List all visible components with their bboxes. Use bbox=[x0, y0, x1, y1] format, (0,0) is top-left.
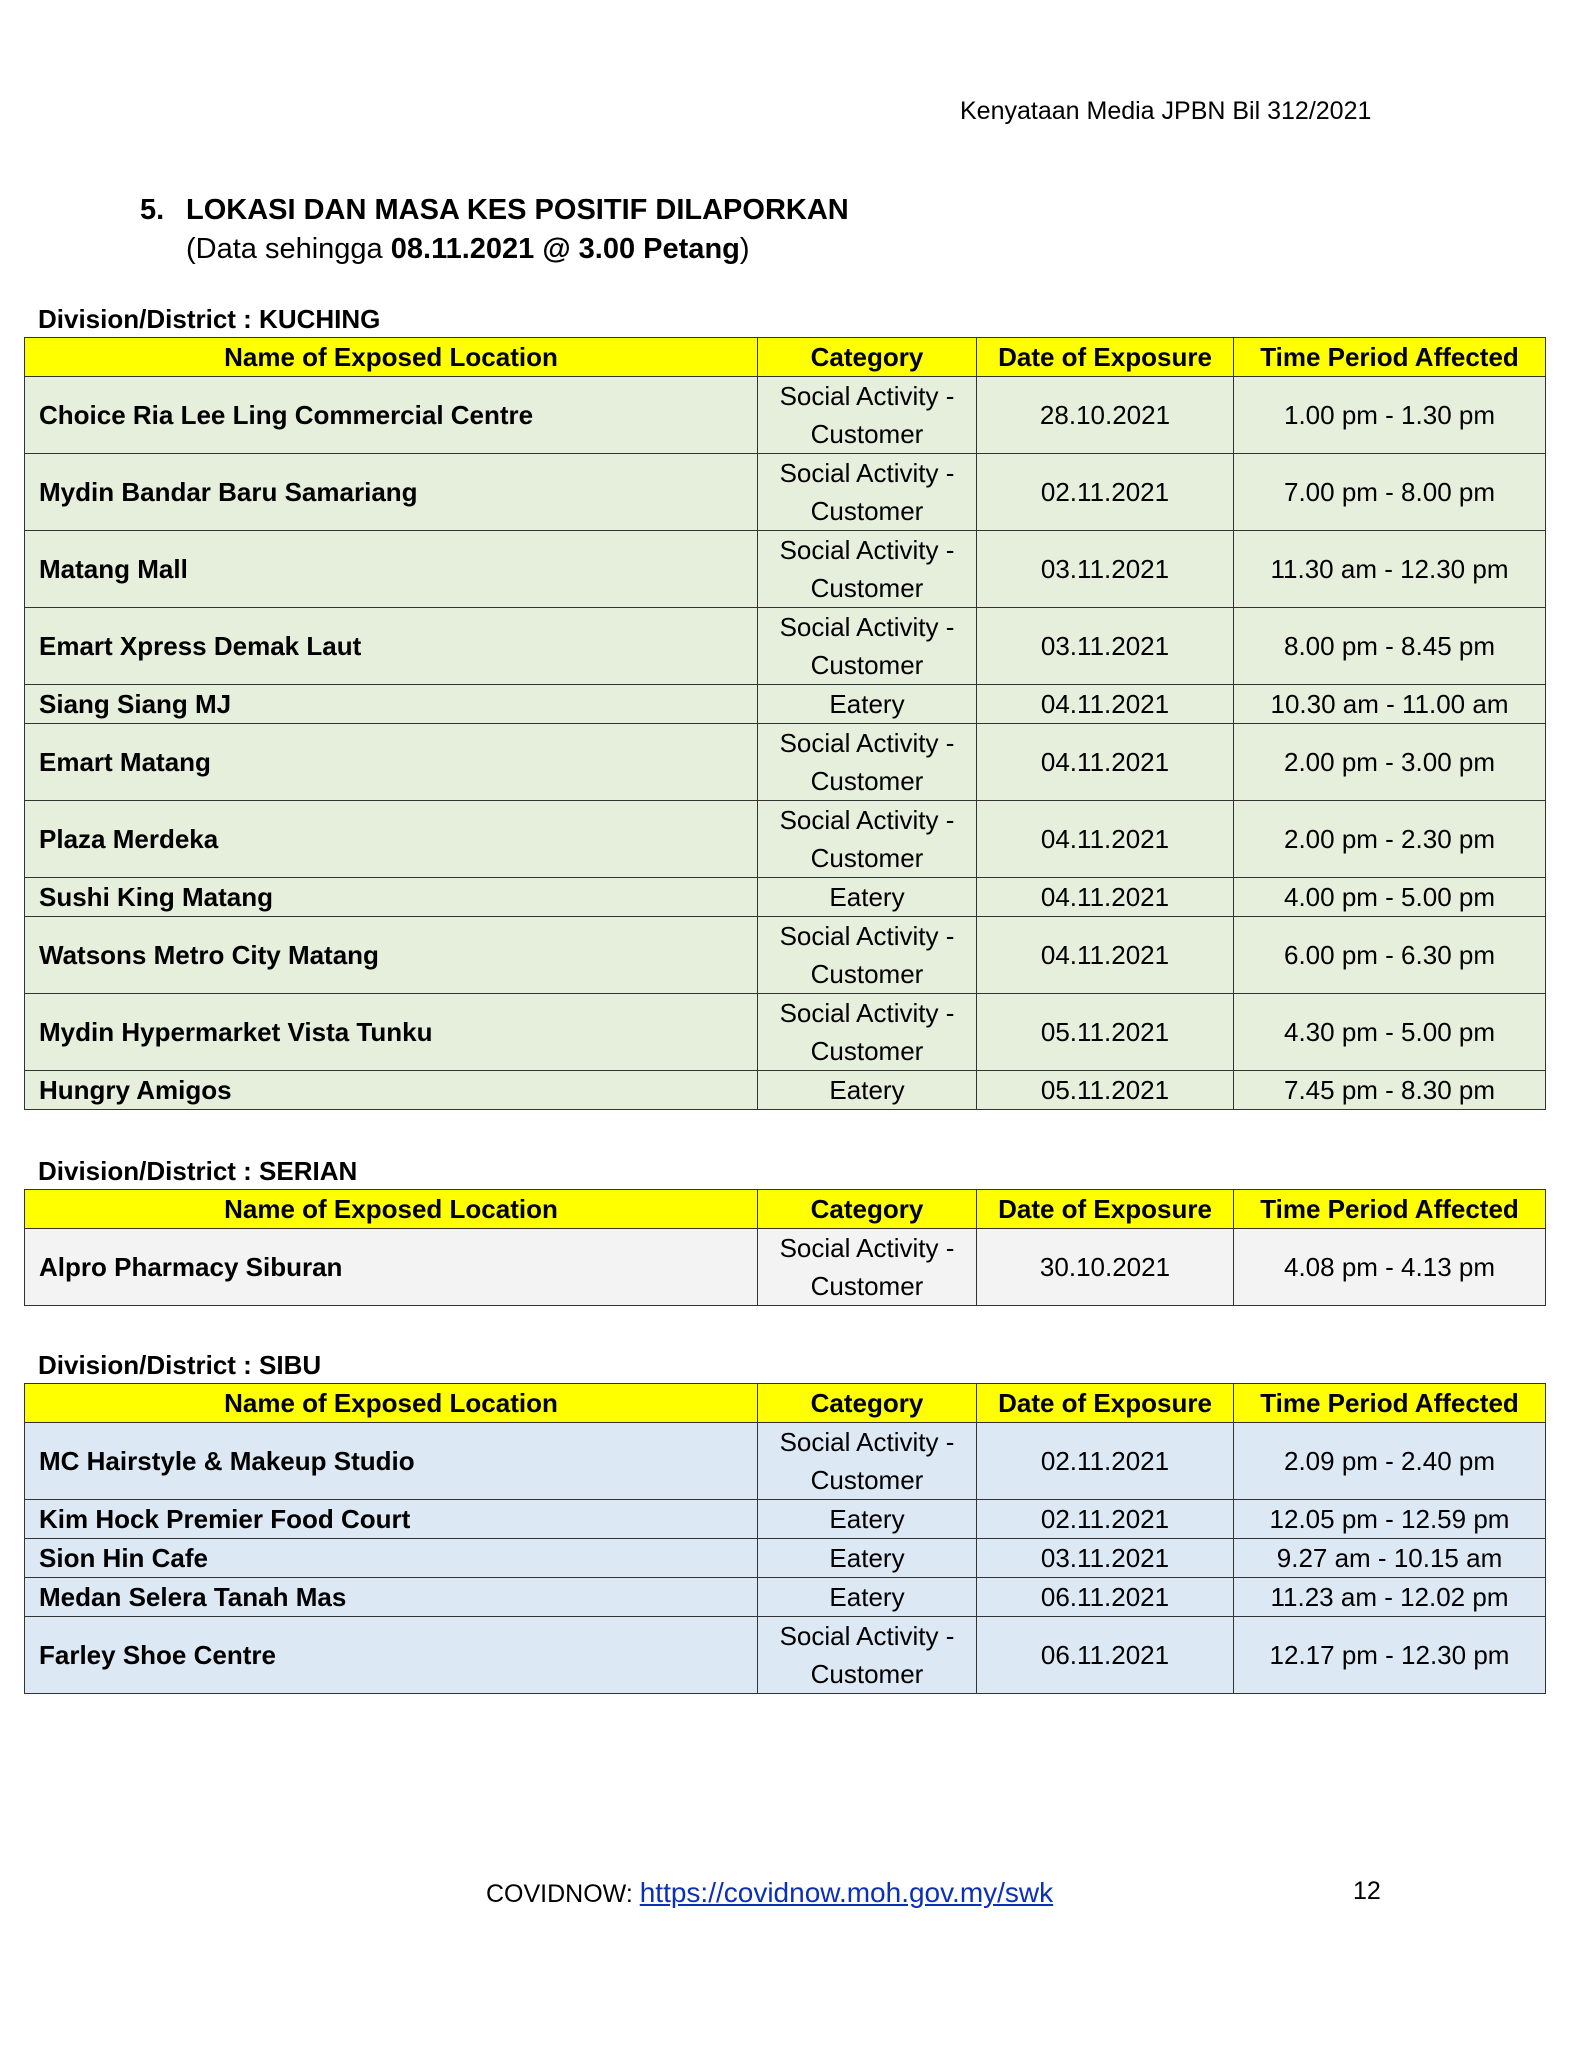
date-cell: 30.10.2021 bbox=[977, 1229, 1234, 1306]
time-cell: 2.00 pm - 3.00 pm bbox=[1234, 724, 1546, 801]
date-cell: 04.11.2021 bbox=[977, 685, 1234, 724]
district-label: Division/District : SERIAN bbox=[38, 1156, 358, 1186]
time-cell: 12.05 pm - 12.59 pm bbox=[1234, 1500, 1546, 1539]
category-cell: Eatery bbox=[758, 1071, 977, 1110]
col-header-location: Name of Exposed Location bbox=[25, 1190, 758, 1229]
category-cell: Social Activity - Customer bbox=[758, 1229, 977, 1306]
exposure-table-kuching bbox=[24, 337, 1546, 1110]
location-cell: Sion Hin Cafe bbox=[25, 1539, 758, 1578]
category-cell: Social Activity - Customer bbox=[758, 994, 977, 1071]
time-cell: 1.00 pm - 1.30 pm bbox=[1234, 377, 1546, 454]
location-cell: Kim Hock Premier Food Court bbox=[25, 1500, 758, 1539]
location-cell: Choice Ria Lee Ling Commercial Centre bbox=[25, 377, 758, 454]
table-row bbox=[25, 878, 1546, 917]
table-row bbox=[25, 994, 1546, 1071]
table-row bbox=[25, 1423, 1546, 1500]
date-cell: 04.11.2021 bbox=[977, 917, 1234, 994]
time-cell: 11.30 am - 12.30 pm bbox=[1234, 531, 1546, 608]
table-row bbox=[25, 454, 1546, 531]
location-cell: Mydin Bandar Baru Samariang bbox=[25, 454, 758, 531]
data-as-of-prefix: (Data sehingga bbox=[186, 233, 391, 265]
footer bbox=[486, 1877, 1053, 1909]
table-row bbox=[25, 724, 1546, 801]
date-cell: 04.11.2021 bbox=[977, 878, 1234, 917]
time-cell: 11.23 am - 12.02 pm bbox=[1234, 1578, 1546, 1617]
date-cell: 03.11.2021 bbox=[977, 608, 1234, 685]
location-cell: Matang Mall bbox=[25, 531, 758, 608]
category-cell: Eatery bbox=[758, 1578, 977, 1617]
category-cell: Eatery bbox=[758, 1539, 977, 1578]
time-cell: 4.30 pm - 5.00 pm bbox=[1234, 994, 1546, 1071]
section-heading bbox=[140, 194, 849, 227]
table-row bbox=[25, 801, 1546, 878]
table-row bbox=[25, 1229, 1546, 1306]
col-header-location: Name of Exposed Location bbox=[25, 338, 758, 377]
category-cell: Social Activity - Customer bbox=[758, 608, 977, 685]
col-header-time: Time Period Affected bbox=[1234, 1384, 1546, 1423]
col-header-category: Category bbox=[758, 1384, 977, 1423]
col-header-category: Category bbox=[758, 338, 977, 377]
category-cell: Social Activity - Customer bbox=[758, 724, 977, 801]
covidnow-link[interactable]: https://covidnow.moh.gov.my/swk bbox=[639, 1877, 1054, 1908]
category-cell: Social Activity - Customer bbox=[758, 377, 977, 454]
time-cell: 4.08 pm - 4.13 pm bbox=[1234, 1229, 1546, 1306]
location-cell: Farley Shoe Centre bbox=[25, 1617, 758, 1694]
time-cell: 2.09 pm - 2.40 pm bbox=[1234, 1423, 1546, 1500]
table-row bbox=[25, 1539, 1546, 1578]
date-cell: 05.11.2021 bbox=[977, 1071, 1234, 1110]
time-cell: 4.00 pm - 5.00 pm bbox=[1234, 878, 1546, 917]
footer-prefix: COVIDNOW: bbox=[486, 1880, 640, 1908]
category-cell: Social Activity - Customer bbox=[758, 1423, 977, 1500]
category-cell: Social Activity - Customer bbox=[758, 1617, 977, 1694]
date-cell: 05.11.2021 bbox=[977, 994, 1234, 1071]
date-cell: 04.11.2021 bbox=[977, 724, 1234, 801]
section-title: LOKASI DAN MASA KES POSITIF DILAPORKAN bbox=[186, 194, 849, 226]
table-row bbox=[25, 608, 1546, 685]
col-header-date: Date of Exposure bbox=[977, 1190, 1234, 1229]
time-cell: 9.27 am - 10.15 am bbox=[1234, 1539, 1546, 1578]
location-cell: Plaza Merdeka bbox=[25, 801, 758, 878]
district-kuching bbox=[24, 301, 1545, 1110]
table-row bbox=[25, 1071, 1546, 1110]
date-cell: 03.11.2021 bbox=[977, 1539, 1234, 1578]
col-header-category: Category bbox=[758, 1190, 977, 1229]
category-cell: Social Activity - Customer bbox=[758, 801, 977, 878]
location-cell: Medan Selera Tanah Mas bbox=[25, 1578, 758, 1617]
date-cell: 04.11.2021 bbox=[977, 801, 1234, 878]
category-cell: Social Activity - Customer bbox=[758, 917, 977, 994]
col-header-date: Date of Exposure bbox=[977, 338, 1234, 377]
data-as-of-suffix: ) bbox=[739, 233, 750, 265]
col-header-time: Time Period Affected bbox=[1234, 1190, 1546, 1229]
location-cell: Emart Matang bbox=[25, 724, 758, 801]
category-cell: Social Activity - Customer bbox=[758, 454, 977, 531]
data-as-of bbox=[186, 233, 750, 266]
time-cell: 8.00 pm - 8.45 pm bbox=[1234, 608, 1546, 685]
location-cell: Mydin Hypermarket Vista Tunku bbox=[25, 994, 758, 1071]
data-as-of-datetime: 08.11.2021 @ 3.00 Petang bbox=[390, 233, 740, 265]
time-cell: 2.00 pm - 2.30 pm bbox=[1234, 801, 1546, 878]
time-cell: 6.00 pm - 6.30 pm bbox=[1234, 917, 1546, 994]
table-row bbox=[25, 531, 1546, 608]
district-sibu bbox=[24, 1347, 1545, 1694]
time-cell: 7.00 pm - 8.00 pm bbox=[1234, 454, 1546, 531]
exposure-table-serian bbox=[24, 1189, 1546, 1306]
section-number: 5. bbox=[140, 194, 165, 226]
location-cell: Alpro Pharmacy Siburan bbox=[25, 1229, 758, 1306]
col-header-time: Time Period Affected bbox=[1234, 338, 1546, 377]
time-cell: 7.45 pm - 8.30 pm bbox=[1234, 1071, 1546, 1110]
location-cell: Hungry Amigos bbox=[25, 1071, 758, 1110]
date-cell: 03.11.2021 bbox=[977, 531, 1234, 608]
page-number: 12 bbox=[1353, 1877, 1381, 1905]
col-header-location: Name of Exposed Location bbox=[25, 1384, 758, 1423]
table-header-row bbox=[25, 1190, 1546, 1229]
location-cell: Watsons Metro City Matang bbox=[25, 917, 758, 994]
location-cell: Emart Xpress Demak Laut bbox=[25, 608, 758, 685]
table-row bbox=[25, 1500, 1546, 1539]
date-cell: 06.11.2021 bbox=[977, 1578, 1234, 1617]
table-row bbox=[25, 917, 1546, 994]
exposure-table-sibu bbox=[24, 1383, 1546, 1694]
date-cell: 28.10.2021 bbox=[977, 377, 1234, 454]
district-serian bbox=[24, 1153, 1545, 1306]
col-header-date: Date of Exposure bbox=[977, 1384, 1234, 1423]
table-header-row bbox=[25, 338, 1546, 377]
location-cell: MC Hairstyle & Makeup Studio bbox=[25, 1423, 758, 1500]
document-reference: Kenyataan Media JPBN Bil 312/2021 bbox=[960, 97, 1372, 125]
table-row bbox=[25, 377, 1546, 454]
district-label: Division/District : SIBU bbox=[38, 1350, 322, 1380]
location-cell: Siang Siang MJ bbox=[25, 685, 758, 724]
district-label: Division/District : KUCHING bbox=[38, 304, 381, 334]
table-row bbox=[25, 1617, 1546, 1694]
date-cell: 02.11.2021 bbox=[977, 454, 1234, 531]
category-cell: Eatery bbox=[758, 1500, 977, 1539]
time-cell: 12.17 pm - 12.30 pm bbox=[1234, 1617, 1546, 1694]
date-cell: 06.11.2021 bbox=[977, 1617, 1234, 1694]
category-cell: Social Activity - Customer bbox=[758, 531, 977, 608]
time-cell: 10.30 am - 11.00 am bbox=[1234, 685, 1546, 724]
category-cell: Eatery bbox=[758, 878, 977, 917]
date-cell: 02.11.2021 bbox=[977, 1500, 1234, 1539]
date-cell: 02.11.2021 bbox=[977, 1423, 1234, 1500]
category-cell: Eatery bbox=[758, 685, 977, 724]
table-row bbox=[25, 685, 1546, 724]
table-row bbox=[25, 1578, 1546, 1617]
location-cell: Sushi King Matang bbox=[25, 878, 758, 917]
table-header-row bbox=[25, 1384, 1546, 1423]
